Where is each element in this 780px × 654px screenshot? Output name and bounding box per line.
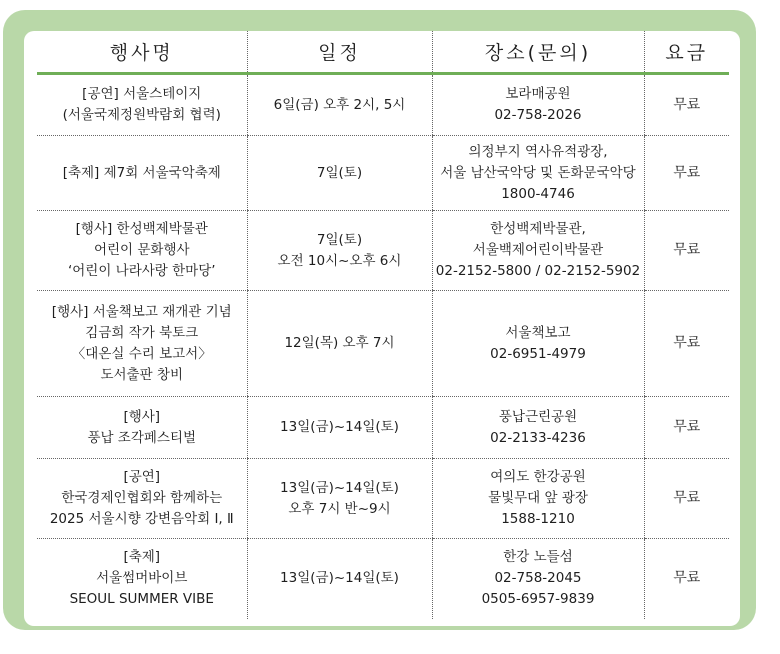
event-line: 풍납 조각페스티벌 (87, 429, 197, 446)
venue-line: 한강 노들섬 (503, 549, 573, 566)
table-row (37, 459, 729, 539)
event-line: 도서출판 창비 (100, 366, 184, 383)
schedule-cell (247, 459, 432, 539)
header-venue: 장소(문의) (432, 31, 644, 74)
event-cell (37, 459, 247, 539)
schedule-cell (247, 211, 432, 291)
venue-line: 02-758-2045 (494, 570, 582, 587)
fee-cell: 무료 (644, 291, 729, 397)
venue-cell (432, 459, 644, 539)
header-fee: 요금 (644, 31, 729, 74)
venue-line: 서울 남산국악당 및 돈화문국악당 (440, 164, 636, 181)
table-row (37, 397, 729, 459)
fee-cell: 무료 (644, 397, 729, 459)
venue-line: 02-758-2026 (494, 107, 582, 123)
venue-cell (432, 539, 644, 619)
venue-line: 서울책보고 (505, 324, 571, 341)
event-line: [행사] (123, 408, 161, 425)
venue-line: 02-6951-4979 (490, 345, 586, 362)
fee-cell: 무료 (644, 211, 729, 291)
event-schedule-table (37, 31, 729, 619)
venue-cell (432, 291, 644, 397)
event-line: 〈대온실 수리 보고서〉 (71, 345, 212, 362)
event-line: ‘어린이 나라사랑 한마당’ (67, 263, 216, 279)
schedule-line: 6일(금) 오후 2시, 5시 (273, 96, 406, 113)
schedule-line: 13일(금)~14일(토) (280, 570, 399, 587)
venue-cell (432, 74, 644, 136)
venue-line: 풍납근린공원 (498, 408, 578, 425)
table-row (37, 291, 729, 397)
venue-line: 02-2133-4236 (490, 429, 586, 446)
event-line: 한국경제인협회와 함께하는 (61, 490, 223, 506)
schedule-cell (247, 291, 432, 397)
fee-cell: 무료 (644, 136, 729, 211)
event-line: [행사] 서울책보고 재개관 기념 (51, 303, 232, 320)
event-line: 김금희 작가 북토크 (85, 324, 199, 341)
table-row (37, 539, 729, 619)
venue-cell (432, 211, 644, 291)
schedule-cell (247, 539, 432, 619)
header-event: 행사명 (37, 31, 247, 74)
venue-cell (432, 136, 644, 211)
venue-line: 보라매공원 (505, 86, 571, 102)
venue-line: 0505-6957-9839 (481, 591, 595, 608)
event-cell (37, 291, 247, 397)
schedule-line: 7일(토) (316, 164, 363, 181)
venue-line: 서울백제어린이박물관 (472, 242, 604, 258)
event-line: [공연] 서울스테이지 (82, 86, 202, 102)
table-header-row (37, 31, 729, 74)
table-row (37, 211, 729, 291)
fee-cell: 무료 (644, 539, 729, 619)
table-row (37, 74, 729, 136)
schedule-cell (247, 397, 432, 459)
event-line: [축제] 제7회 서울국악축제 (62, 164, 221, 181)
event-cell (37, 74, 247, 136)
venue-line: 물빛무대 앞 광장 (488, 490, 588, 506)
schedule-line: 12일(목) 오후 7시 (284, 335, 395, 351)
fee-cell: 무료 (644, 74, 729, 136)
event-line: [축제] (123, 549, 161, 566)
event-line: SEOUL SUMMER VIBE (69, 591, 214, 608)
schedule-line: 오후 7시 반~9시 (288, 500, 391, 517)
venue-line: 02-2152-5800 / 02-2152-5902 (435, 263, 641, 279)
venue-line: 1588-1210 (501, 511, 575, 527)
schedule-line: 13일(금)~14일(토) (280, 479, 399, 496)
event-line: 서울썸머바이브 (96, 570, 188, 587)
header-schedule: 일정 (247, 31, 432, 74)
event-cell (37, 136, 247, 211)
schedule-line: 7일(토) (316, 231, 363, 248)
venue-line: 의정부지 역사유적광장, (468, 143, 608, 160)
venue-line: 1800-4746 (501, 185, 575, 202)
schedule-card (24, 31, 740, 626)
table-row (37, 136, 729, 211)
event-cell (37, 211, 247, 291)
event-cell (37, 539, 247, 619)
fee-cell: 무료 (644, 459, 729, 539)
schedule-line: 13일(금)~14일(토) (280, 419, 399, 435)
schedule-cell (247, 74, 432, 136)
event-line: 어린이 문화행사 (93, 242, 190, 258)
event-line: [공연] (123, 469, 161, 485)
schedule-line: 오전 10시~오후 6시 (277, 252, 402, 269)
schedule-cell (247, 136, 432, 211)
event-line: 2025 서울시향 강변음악회 Ⅰ, Ⅱ (49, 511, 234, 527)
event-cell (37, 397, 247, 459)
venue-cell (432, 397, 644, 459)
venue-line: 여의도 한강공원 (490, 469, 586, 485)
venue-line: 한성백제박물관, (490, 221, 586, 237)
event-line: [행사] 한성백제박물관 (75, 221, 208, 237)
event-line: (서울국제정원박람회 협력) (62, 107, 221, 123)
